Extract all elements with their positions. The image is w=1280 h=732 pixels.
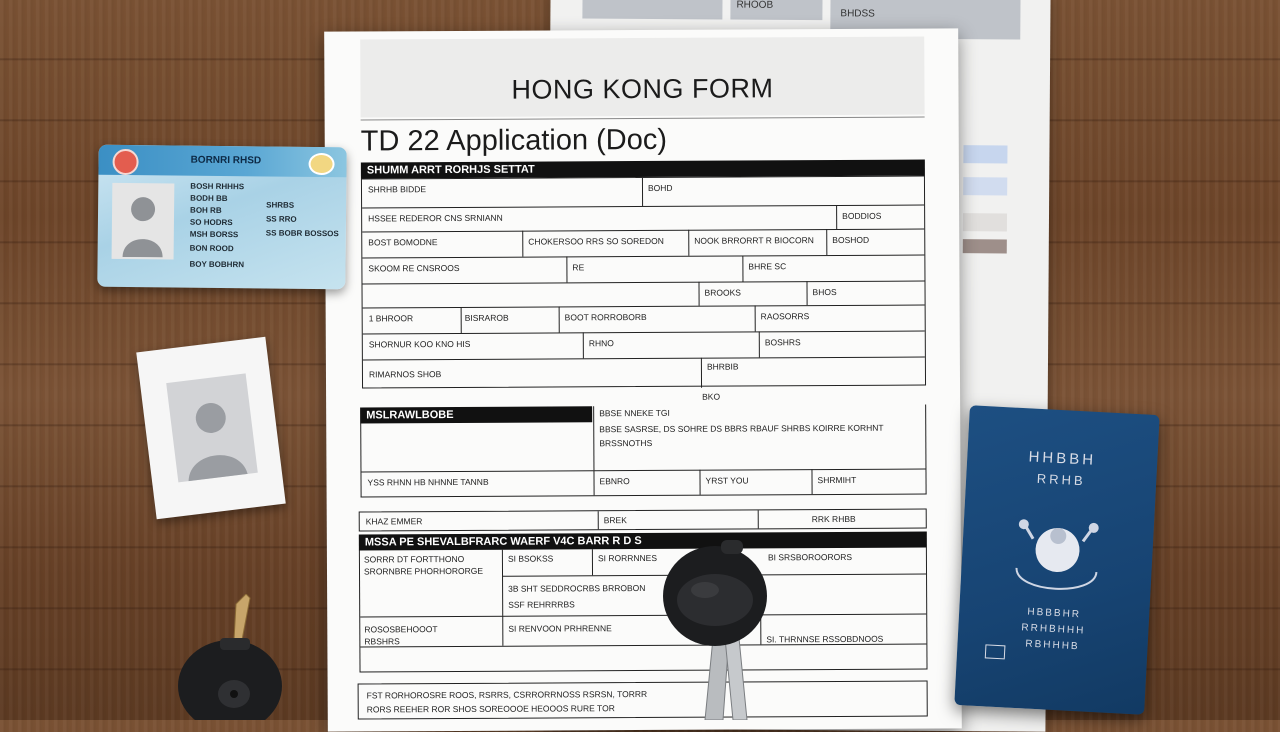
field-label: RRK RHBB (811, 513, 856, 525)
field-label: YRST YOU (705, 475, 749, 486)
grid-col-divider (701, 358, 702, 388)
personal-details-grid (361, 176, 926, 389)
field-label: BKO (702, 391, 721, 402)
passport (954, 405, 1159, 715)
form-title-band (360, 37, 924, 118)
field-label: SORRR DT FORTTHONO (363, 553, 465, 565)
color-chip (963, 145, 1007, 163)
grid-col-divider (755, 305, 756, 331)
field-label: BROOKS (704, 287, 741, 298)
grid-row-divider (361, 469, 925, 473)
grid-col-divider (593, 470, 594, 495)
field-label: BOSHOD (832, 234, 870, 246)
grid-row-divider (362, 281, 924, 285)
grid-row-divider (360, 644, 926, 648)
photo-frame (166, 373, 258, 482)
car-key-icon (176, 594, 286, 720)
person-silhouette-icon (178, 388, 249, 482)
field-label: CHOKERSOO RRS SO SOREDON (528, 235, 664, 247)
field-label: BISRAROB (464, 312, 509, 323)
id-photo (112, 183, 175, 260)
field-label: BREK (603, 515, 627, 526)
field-label: BOSHRS (764, 337, 801, 348)
grid-col-divider (759, 331, 760, 357)
field-label: BHOS (812, 286, 837, 298)
grid-col-divider (826, 229, 827, 255)
field-label: BODDIOS (842, 210, 882, 221)
id-card-title: BORNRI RHSD (190, 154, 262, 167)
title-rule (361, 117, 925, 121)
id-field: BON ROOD (189, 243, 234, 254)
pre-section3-row (359, 509, 927, 532)
field-label: SHORNUR KOO KNO HIS (368, 338, 471, 350)
grid-row-divider (363, 357, 925, 361)
field-label: SHRHB BIDDE (367, 184, 427, 195)
grid-col-divider (559, 306, 560, 332)
field-label: BBSE SASRSE, DS SOHRE DS BBRS RBAUF SHRBS KOIRRE KORHNT (599, 422, 884, 435)
field-label: BOOT RORROBORB (564, 311, 647, 323)
grid-col-divider (598, 511, 599, 529)
color-chip (963, 213, 1007, 231)
declaration-box (358, 681, 928, 720)
field-label: RE (572, 262, 585, 273)
field-label: EBNRO (599, 476, 630, 487)
seal-icon (308, 153, 334, 175)
emblem-icon (112, 149, 138, 175)
field-label: BOHD (647, 182, 673, 193)
back-document-label: RHOOB (736, 0, 774, 11)
id-field: SS BOBR BOSSOS (265, 228, 339, 239)
id-field: BOSH RHHHS (190, 181, 245, 192)
id-field: SS RRO (265, 214, 297, 224)
grid-col-divider (502, 616, 503, 646)
grid-col-divider (758, 510, 759, 528)
emblem-icon (1000, 507, 1115, 603)
id-field: SO HODRS (189, 217, 233, 228)
passport-line: HBBBHR (1027, 606, 1082, 621)
field-label: BRSSNOTHS (599, 437, 653, 449)
field-label: SI. THRNNSE RSSOBDNOOS (766, 633, 884, 645)
id-field: BOY BOBHRN (189, 259, 245, 270)
declaration-line: FST RORHOROSRE ROOS, RSRRS, CSRRORRNOSS RSRSN, TORRR (366, 688, 648, 701)
grid-col-divider (522, 231, 523, 257)
form-title: HONG KONG FORM (511, 73, 774, 105)
field-label: SKOOM RE CNSROOS (368, 262, 460, 274)
person-silhouette-icon (121, 191, 166, 257)
field-label: 3B SHT SEDDROCRBS BRROBON (508, 582, 646, 594)
passport-line: RRHBHHH (1021, 622, 1086, 637)
grid-col-divider (583, 332, 584, 358)
grid-col-divider (836, 205, 837, 229)
grid-col-divider (811, 469, 812, 494)
section-header: MSSA PE SHEVALBFRARC WAERF V4C BARR R D S (359, 532, 927, 551)
grid-col-divider (461, 307, 462, 333)
field-label: BBSE NNEKE TGI (599, 407, 670, 419)
field-label: SRORNBRE PHORHORORGE (363, 565, 484, 577)
grid-col-divider (593, 406, 594, 470)
field-label: BHRE SC (748, 261, 787, 272)
chip-icon (985, 644, 1006, 659)
grid-col-divider (592, 549, 593, 575)
id-field: BODH BB (190, 193, 228, 204)
passport-photo (136, 337, 286, 520)
field-label: ROSOSBEHOOOT (364, 624, 438, 635)
id-field: MSH BORSS (189, 229, 239, 240)
passport-line: RBHHHB (1025, 638, 1080, 653)
grid-col-divider (742, 255, 743, 281)
grid-col-divider (502, 550, 503, 616)
grid-col-divider (688, 230, 689, 256)
field-label: SSF REHRRRBS (508, 599, 575, 610)
field-label: BI SRSBOROORORS (767, 551, 853, 563)
color-chip (963, 177, 1007, 195)
field-label: RBSHRS (364, 636, 400, 647)
field-label: SI RENVOON PRHRENNE (508, 623, 612, 634)
grid-row-divider (363, 305, 925, 309)
section3-grid (359, 548, 928, 673)
grid-col-divider (698, 282, 699, 306)
field-label: SI RORRNNES (597, 552, 658, 564)
field-label: BOST BOMODNE (368, 237, 438, 248)
field-label: SI BSOKSS (507, 553, 554, 564)
field-label: RIMARNOS SHOB (368, 369, 442, 380)
car-key-icon (655, 538, 775, 720)
back-document-label: BHDSS (840, 8, 875, 20)
form-subtitle: TD 22 Application (Doc) (360, 123, 668, 158)
field-label: BHRBIB (706, 361, 739, 372)
identity-card (97, 145, 346, 290)
grid-col-divider (642, 178, 643, 206)
grid-row-divider (362, 255, 924, 259)
application-form (324, 28, 962, 731)
id-field: BOH RB (190, 205, 222, 215)
field-label: HSSEE REDEROR CNS SRNIANN (368, 212, 503, 224)
back-document-strip (582, 0, 722, 19)
grid-col-divider (699, 470, 700, 495)
field-label: 1 BHROOR (368, 313, 414, 324)
grid-col-divider (566, 256, 567, 282)
section2-grid (360, 405, 926, 498)
passport-subtitle: RRHB (1036, 470, 1086, 489)
grid-row-divider (360, 614, 926, 618)
grid-row-divider (362, 229, 924, 233)
section-header: SHUMM ARRT RORHJS SETTAT (361, 160, 925, 179)
field-label: NOOK BRRORRT R BIOCORN (694, 235, 814, 246)
field-label: RAOSORRS (760, 311, 810, 322)
grid-row-divider (363, 331, 925, 335)
id-field: SHRBS (266, 200, 295, 210)
field-label: YSS RHNN HB NHNNE TANNB (367, 476, 489, 488)
field-label: RHNO (588, 338, 614, 349)
color-chip (963, 239, 1007, 253)
field-label: SHRMIHT (817, 474, 857, 486)
declaration-line: RORS REEHER ROR SHOS SOREOOOE HEOOOS RURE TOR (366, 703, 615, 715)
field-label: KHAZ EMMER (365, 516, 423, 527)
section-header: MSLRAWLBOBE (360, 406, 592, 423)
passport-title: HHBBH (1028, 448, 1097, 469)
grid-col-divider (806, 281, 807, 305)
